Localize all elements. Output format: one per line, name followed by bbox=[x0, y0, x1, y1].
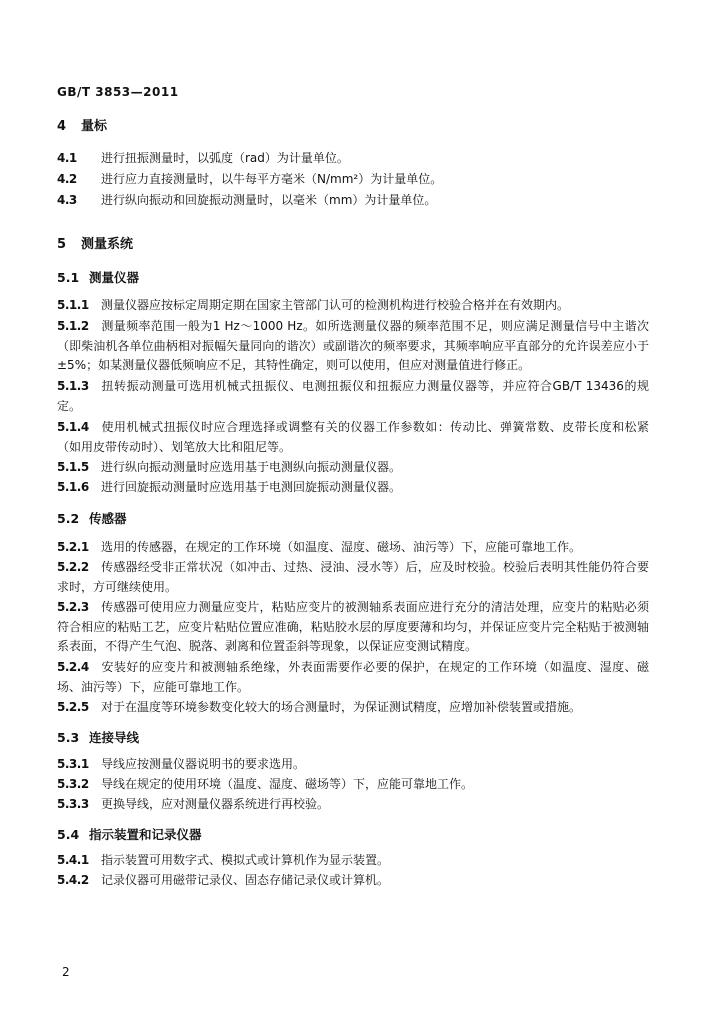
clause-4-3 bbox=[57, 191, 649, 211]
clause-number: 5.2.5 bbox=[57, 700, 89, 714]
clause-text: 导线应按测量仪器说明书的要求选用。 bbox=[101, 757, 306, 771]
clause-5-2-1 bbox=[57, 538, 649, 558]
clause-5-3-3 bbox=[57, 795, 649, 815]
subsection-title: 传感器 bbox=[89, 511, 127, 526]
clause-text: 进行纵向振动和回旋振动测量时，以毫米（mm）为计量单位。 bbox=[101, 193, 437, 207]
clause-5-1-6 bbox=[57, 478, 649, 498]
subsection-number: 5.1 bbox=[57, 270, 80, 285]
subsection-title: 连接导线 bbox=[89, 730, 140, 745]
clause-number: 5.2.3 bbox=[57, 600, 89, 614]
clause-text: 使用机械式扭振仪时应合理选择或调整有关的仪器工作参数如：传动比、弹簧常数、皮带长度和松紧（如用皮带传动时）、划笔放大比和阻尼等。 bbox=[57, 420, 649, 454]
clause-number: 5.3.1 bbox=[57, 757, 89, 771]
clause-5-1-2 bbox=[57, 317, 649, 376]
clause-5-4-2 bbox=[57, 871, 649, 891]
clause-5-1-1 bbox=[57, 296, 649, 316]
clause-5-2-2 bbox=[57, 558, 649, 597]
clause-text: 进行扭振测量时，以弧度（rad）为计量单位。 bbox=[101, 151, 349, 165]
clause-5-1-3 bbox=[57, 377, 649, 416]
section-title: 测量系统 bbox=[81, 237, 134, 252]
section-number: 4 bbox=[57, 119, 67, 134]
section-heading-5 bbox=[57, 233, 133, 252]
subsection-heading-5-2 bbox=[57, 509, 127, 527]
clause-number: 4.1 bbox=[57, 151, 77, 165]
clause-text: 对于在温度等环境参数变化较大的场合测量时，为保证测试精度，应增加补偿装置或措施。 bbox=[101, 700, 582, 714]
clause-number: 5.1.2 bbox=[57, 319, 89, 333]
clause-text: 传感器可使用应力测量应变片，粘贴应变片的被测轴系表面应进行充分的清洁处理，应变片的粘贴必须符合相应的粘贴工艺，应变片粘贴位置应准确，粘贴胶水层的厚度要薄和均匀，并保证应变片完全粘贴于被测轴系表面，不得产生气泡、脱落、剥离和位置歪斜等现象，以保证应变测试精度。 bbox=[57, 600, 649, 653]
clause-5-2-4 bbox=[57, 658, 649, 697]
clause-5-3-1 bbox=[57, 755, 649, 775]
clause-5-2-3 bbox=[57, 598, 649, 657]
clause-number: 5.3.2 bbox=[57, 777, 89, 791]
clause-text: 测量频率范围一般为1 Hz～1000 Hz。如所选测量仪器的频率范围不足，则应满足测量信号中主谐次（即柴油机各单位曲柄相对振幅矢量同向的谐次）或副谐次的频率要求，其频率响应平直部分的允许误差应小于±5%；如某测量仪器低频响应不足，其特性确定，则可以使用，但应对测量值进行修正。 bbox=[57, 319, 649, 372]
clause-number: 5.2.2 bbox=[57, 560, 89, 574]
clause-number: 5.1.6 bbox=[57, 480, 89, 494]
subsection-number: 5.2 bbox=[57, 511, 80, 526]
clause-4-2 bbox=[57, 170, 649, 190]
clause-number: 5.3.3 bbox=[57, 797, 89, 811]
clause-text: 选用的传感器，在规定的工作环境（如温度、湿度、磁场、油污等）下，应能可靠地工作。 bbox=[101, 540, 582, 554]
page-number: 2 bbox=[62, 965, 70, 979]
clause-text: 扭转振动测量可选用机械式扭振仪、电测扭振仪和扭振应力测量仪器等，并应符合GB/T 13436的规定。 bbox=[57, 379, 649, 413]
clause-number: 5.4.2 bbox=[57, 873, 89, 887]
subsection-number: 5.3 bbox=[57, 730, 80, 745]
clause-text: 指示装置可用数字式、模拟式或计算机作为显示装置。 bbox=[101, 853, 390, 867]
clause-5-3-2 bbox=[57, 775, 649, 795]
clause-text: 导线在规定的使用环境（温度、湿度、磁场等）下，应能可靠地工作。 bbox=[101, 777, 474, 791]
clause-text: 进行纵向振动测量时应选用基于电测纵向振动测量仪器。 bbox=[101, 460, 402, 474]
clause-number: 5.1.3 bbox=[57, 379, 89, 393]
clause-text: 安装好的应变片和被测轴系绝缘，外表面需要作必要的保护，在规定的工作环境（如温度、湿度、磁场、油污等）下，应能可靠地工作。 bbox=[57, 660, 649, 694]
subsection-heading-5-3 bbox=[57, 728, 139, 746]
clause-text: 更换导线，应对测量仪器系统进行再校验。 bbox=[101, 797, 330, 811]
clause-number: 5.1.1 bbox=[57, 298, 89, 312]
clause-5-4-1 bbox=[57, 851, 649, 871]
clause-5-2-5 bbox=[57, 698, 649, 718]
clause-number: 5.2.1 bbox=[57, 540, 89, 554]
standard-number: GB/T 3853—2011 bbox=[57, 85, 179, 99]
clause-text: 进行回旋振动测量时应选用基于电测回旋振动测量仪器。 bbox=[101, 480, 402, 494]
subsection-number: 5.4 bbox=[57, 827, 80, 842]
clause-number: 5.1.5 bbox=[57, 460, 89, 474]
clause-number: 4.2 bbox=[57, 172, 77, 186]
clause-number: 5.2.4 bbox=[57, 660, 89, 674]
section-heading-4 bbox=[57, 115, 107, 134]
clause-text: 传感器经受非正常状况（如冲击、过热、浸油、浸水等）后，应及时校验。校验后表明其性能仍符合要求时，方可继续使用。 bbox=[57, 560, 649, 594]
section-title: 量标 bbox=[81, 119, 108, 134]
subsection-title: 指示装置和记录仪器 bbox=[89, 827, 202, 842]
clause-number: 4.3 bbox=[57, 193, 77, 207]
section-number: 5 bbox=[57, 237, 67, 252]
subsection-heading-5-1 bbox=[57, 268, 139, 286]
clause-number: 5.1.4 bbox=[57, 420, 89, 434]
clause-number: 5.4.1 bbox=[57, 853, 89, 867]
clause-text: 测量仪器应按标定周期定期在国家主管部门认可的检测机构进行校验合格并在有效期内。 bbox=[101, 298, 570, 312]
subsection-heading-5-4 bbox=[57, 825, 202, 843]
clause-5-1-5 bbox=[57, 458, 649, 478]
clause-5-1-4 bbox=[57, 418, 649, 457]
clause-text: 记录仪器可用磁带记录仪、固态存储记录仪或计算机。 bbox=[101, 873, 390, 887]
clause-4-1 bbox=[57, 149, 649, 169]
subsection-title: 测量仪器 bbox=[89, 270, 140, 285]
clause-text: 进行应力直接测量时，以牛每平方毫米（N/mm²）为计量单位。 bbox=[101, 172, 443, 186]
